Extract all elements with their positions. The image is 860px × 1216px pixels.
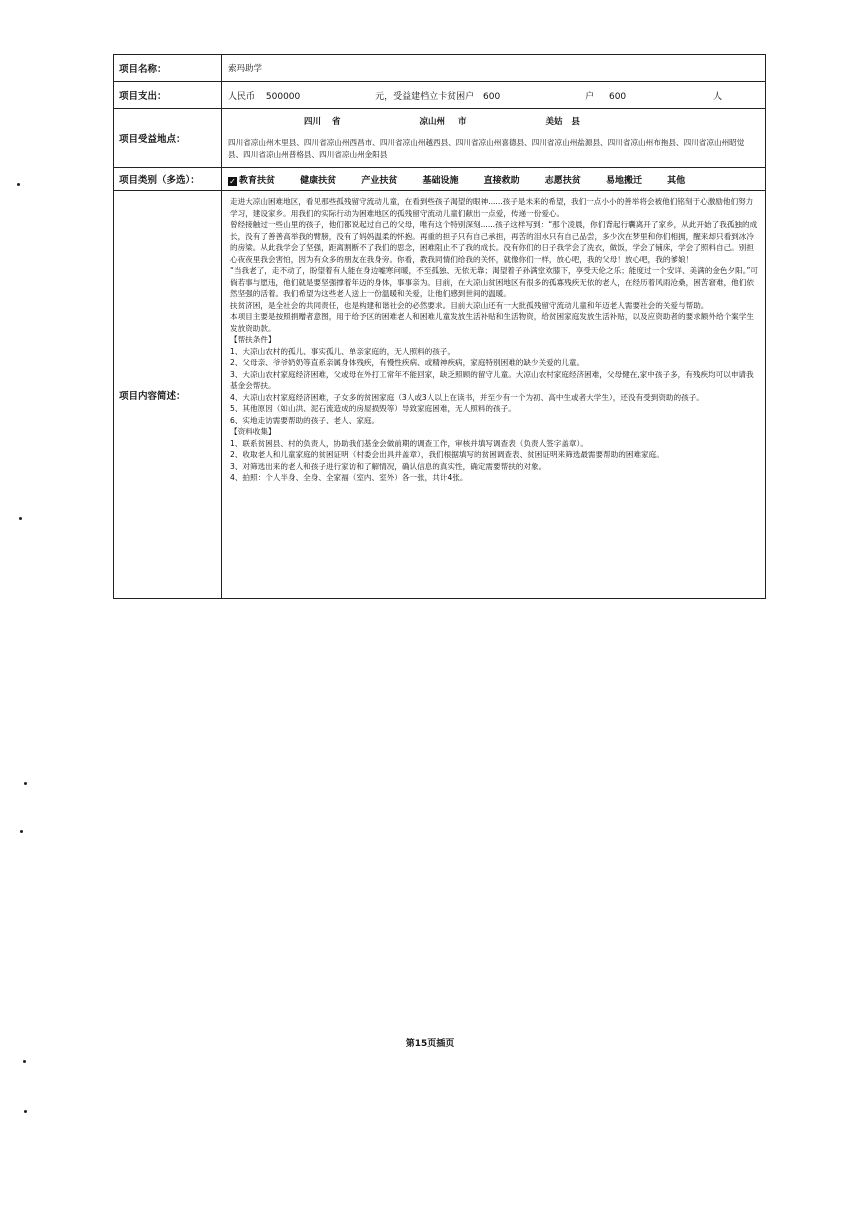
- budget-line: [228, 89, 759, 102]
- scan-artifact-dot: [24, 782, 27, 785]
- scan-artifact-dot: [23, 1060, 26, 1063]
- description-list-item: 1、联系贫困县、村的负责人，协助我们基金会做前期的调查工作，审核并填写调查表（负责人签字盖章）。: [230, 438, 588, 448]
- project-budget-label: 项目支出：: [114, 82, 222, 109]
- location-detail: 四川省凉山州木里县、四川省凉山州西昌市、四川省凉山州越西县、四川省凉山州喜德县、四川省凉山州盐源县、四川省凉山州布拖县、四川省凉山州昭觉县、四川省凉山州普格县、四川省凉山州金阳县: [228, 138, 745, 159]
- project-location-value: [222, 109, 766, 168]
- description-list-item: 3、对筛选出来的老人和孩子进行家访和了解情况，确认信息的真实性，确定需要帮扶的对象。: [230, 461, 547, 471]
- project-name-label: 项目名称：: [114, 55, 222, 82]
- location-province-unit: 省: [331, 117, 341, 127]
- project-name-value: 索玛助学: [222, 55, 766, 82]
- row-project-location: [114, 109, 766, 168]
- description-list-item: 2、收取老人和儿童家庭的贫困证明（村委会出具并盖章），我们根据填写的贫困调查表、贫困证明来筛选最需要帮助的困难家庭。: [230, 450, 664, 459]
- description-paragraph: 曾经接触过一些山里的孩子，他们都说起过自己的父母，唯有这个特别深刻......孩子这样写到：“那个凌晨，你们背起行囊离开了家乡，从此开始了我孤独的成长，没有了善善高举我的臂膀，没有了妈妈温柔的怀抱。再重的担子只有自己承担，再苦的泪水只有自己品尝，多少次在梦里和你们相拥，醒来却只看到冰冷的房梁。从此我学会了坚强，距离割断不了我们的思念，困难阻止不了我的成长。没有你们的日子我学会了洗衣，做饭，学会了铺床，学会了照料自己。别担心夜夜里我会害怕，因为有众多的朋友在我身旁。你看，教我同情们给我的关怀，就像你们一样，放心吧，我的父母！放心吧，我的爹娘！: [230, 220, 758, 264]
- location-summary: [228, 115, 759, 127]
- description-list-item: 4、拍照：个人半身、全身、全家福（室内、室外）各一张，共计4张。: [230, 473, 468, 482]
- project-description-label: 项目内容简述：: [114, 191, 222, 599]
- category-option-relocation[interactable]: 易地搬迁: [605, 175, 642, 186]
- category-option-other[interactable]: 其他: [667, 175, 686, 186]
- description-list-item: 4、大凉山农村家庭经济困难，子女多的贫困家庭（3人或3人以上在读书，并至少有一个为初、高中生或者大学生），还没有受到资助的孩子。: [230, 392, 704, 402]
- description-paragraph: 走进大凉山困难地区，看见那些孤残留守流动儿童，在看到些孩子渴望的眼神......孩子是未来的希望，我们一点小小的善举将会被他们铭刻于心激励他们努力学习，建设家乡。用我们的实际行动为困难地区的孤残留守流动儿童们献出一点爱，传递一份爱心。: [230, 197, 754, 218]
- description-list-item: 6、实地走访需要帮助的孩子、老人、家庭。: [230, 415, 380, 425]
- row-project-description: [114, 191, 766, 599]
- category-option-label: 教育扶贫: [239, 175, 276, 186]
- category-option-health[interactable]: 健康扶贫: [300, 175, 337, 186]
- scan-artifact-dot: [24, 1110, 27, 1113]
- category-option-volunteer[interactable]: 志愿扶贫: [544, 175, 581, 186]
- description-section-heading: 【帮扶条件】: [230, 335, 276, 344]
- category-option-direct-aid[interactable]: 直接救助: [483, 175, 520, 186]
- row-project-category: [114, 168, 766, 191]
- location-province: 四川: [304, 117, 322, 127]
- location-city: 凉山州: [419, 117, 445, 127]
- project-budget-value: [222, 82, 766, 109]
- project-info-table: [113, 54, 766, 599]
- description-list-item: 1、大凉山农村的孤儿、事实孤儿、单亲家庭的，无人照料的孩子。: [230, 346, 456, 356]
- row-project-name: [114, 55, 766, 82]
- project-category-label: 项目类别（多选）：: [114, 168, 222, 191]
- scan-artifact-dot: [17, 183, 20, 186]
- project-description-value: [222, 191, 766, 599]
- description-paragraph: 本项目主要是按照捐赠者意图，用于给予区的困难老人和困难儿童发放生活补贴和生活物资，给贫困家庭发放生活补贴，以及应资助者的要求额外给个案学生发放资助款。: [230, 312, 754, 333]
- budget-hu-unit: 户: [585, 91, 595, 102]
- category-option-industry[interactable]: 产业扶贫: [361, 175, 398, 186]
- project-location-label: 项目受益地点：: [114, 109, 222, 168]
- description-paragraph: 扶贫济困，是全社会的共同责任，也是构建和谐社会的必然要求。目前大凉山还有一大批孤残留守流动儿童和年迈老人需要社会的关爱与帮助。: [230, 300, 709, 310]
- location-city-unit: 市: [457, 117, 467, 127]
- scan-artifact-dot: [19, 517, 22, 520]
- page-number: 第15页插页: [405, 1039, 455, 1049]
- row-project-budget: [114, 82, 766, 109]
- category-option-infrastructure[interactable]: 基础设施: [422, 175, 459, 186]
- description-list-item: 3、大凉山农村家庭经济困难，父或母在外打工常年不能回家，缺乏照顾的留守儿童。大凉山农村家庭经济困难，父母健在,家中孩子多，有残疾均可以申请我基金会帮扶。: [230, 369, 754, 390]
- checked-checkbox-icon: ✓: [229, 176, 236, 186]
- location-county-unit: 县: [571, 117, 580, 127]
- location-county: 美姑: [545, 117, 563, 127]
- category-option-education[interactable]: [228, 173, 275, 186]
- budget-ren-unit: 人: [713, 91, 723, 102]
- category-options: [228, 173, 759, 186]
- description-section-heading: 【资料收集】: [230, 427, 276, 436]
- budget-yuan-text: 元，受益建档立卡贫困户: [375, 91, 475, 102]
- budget-amount: 500000: [265, 91, 301, 102]
- budget-people: 600: [608, 91, 627, 102]
- budget-currency: 人民币: [228, 91, 256, 102]
- scan-artifact-dot: [20, 830, 23, 833]
- description-list-item: 5、其他原因（如山洪、泥石流造成的房屋损毁等）导致家庭困难，无人照料的孩子。: [230, 404, 516, 413]
- project-category-value: [222, 168, 766, 191]
- budget-households: 600: [483, 91, 501, 102]
- description-paragraph: “当我老了，走不动了，盼望着有人能在身边嘘寒问暖，不至孤独、无依无靠；渴望着子孙满堂欢膝下，享受天伦之乐；能度过一个安详、美满的金色夕阳。”可倘若事与愿违，他们就是要坚强撑着年迈的身体，事事亲为。目前，在大凉山贫困地区有很多的孤寡残疾无依的老人，在经历着风雨沧桑，困苦窘难，他们依然坚强的活着。我们希望为这些老人送上一份温暖和关爱，让他们感到世间的温暖。: [230, 266, 759, 298]
- description-list-item: 2、父母亲、爷爷奶奶等直系亲属身体残疾，有慢性疾病、或精神疾病，家庭特别困难的缺少关爱的儿童。: [230, 358, 585, 367]
